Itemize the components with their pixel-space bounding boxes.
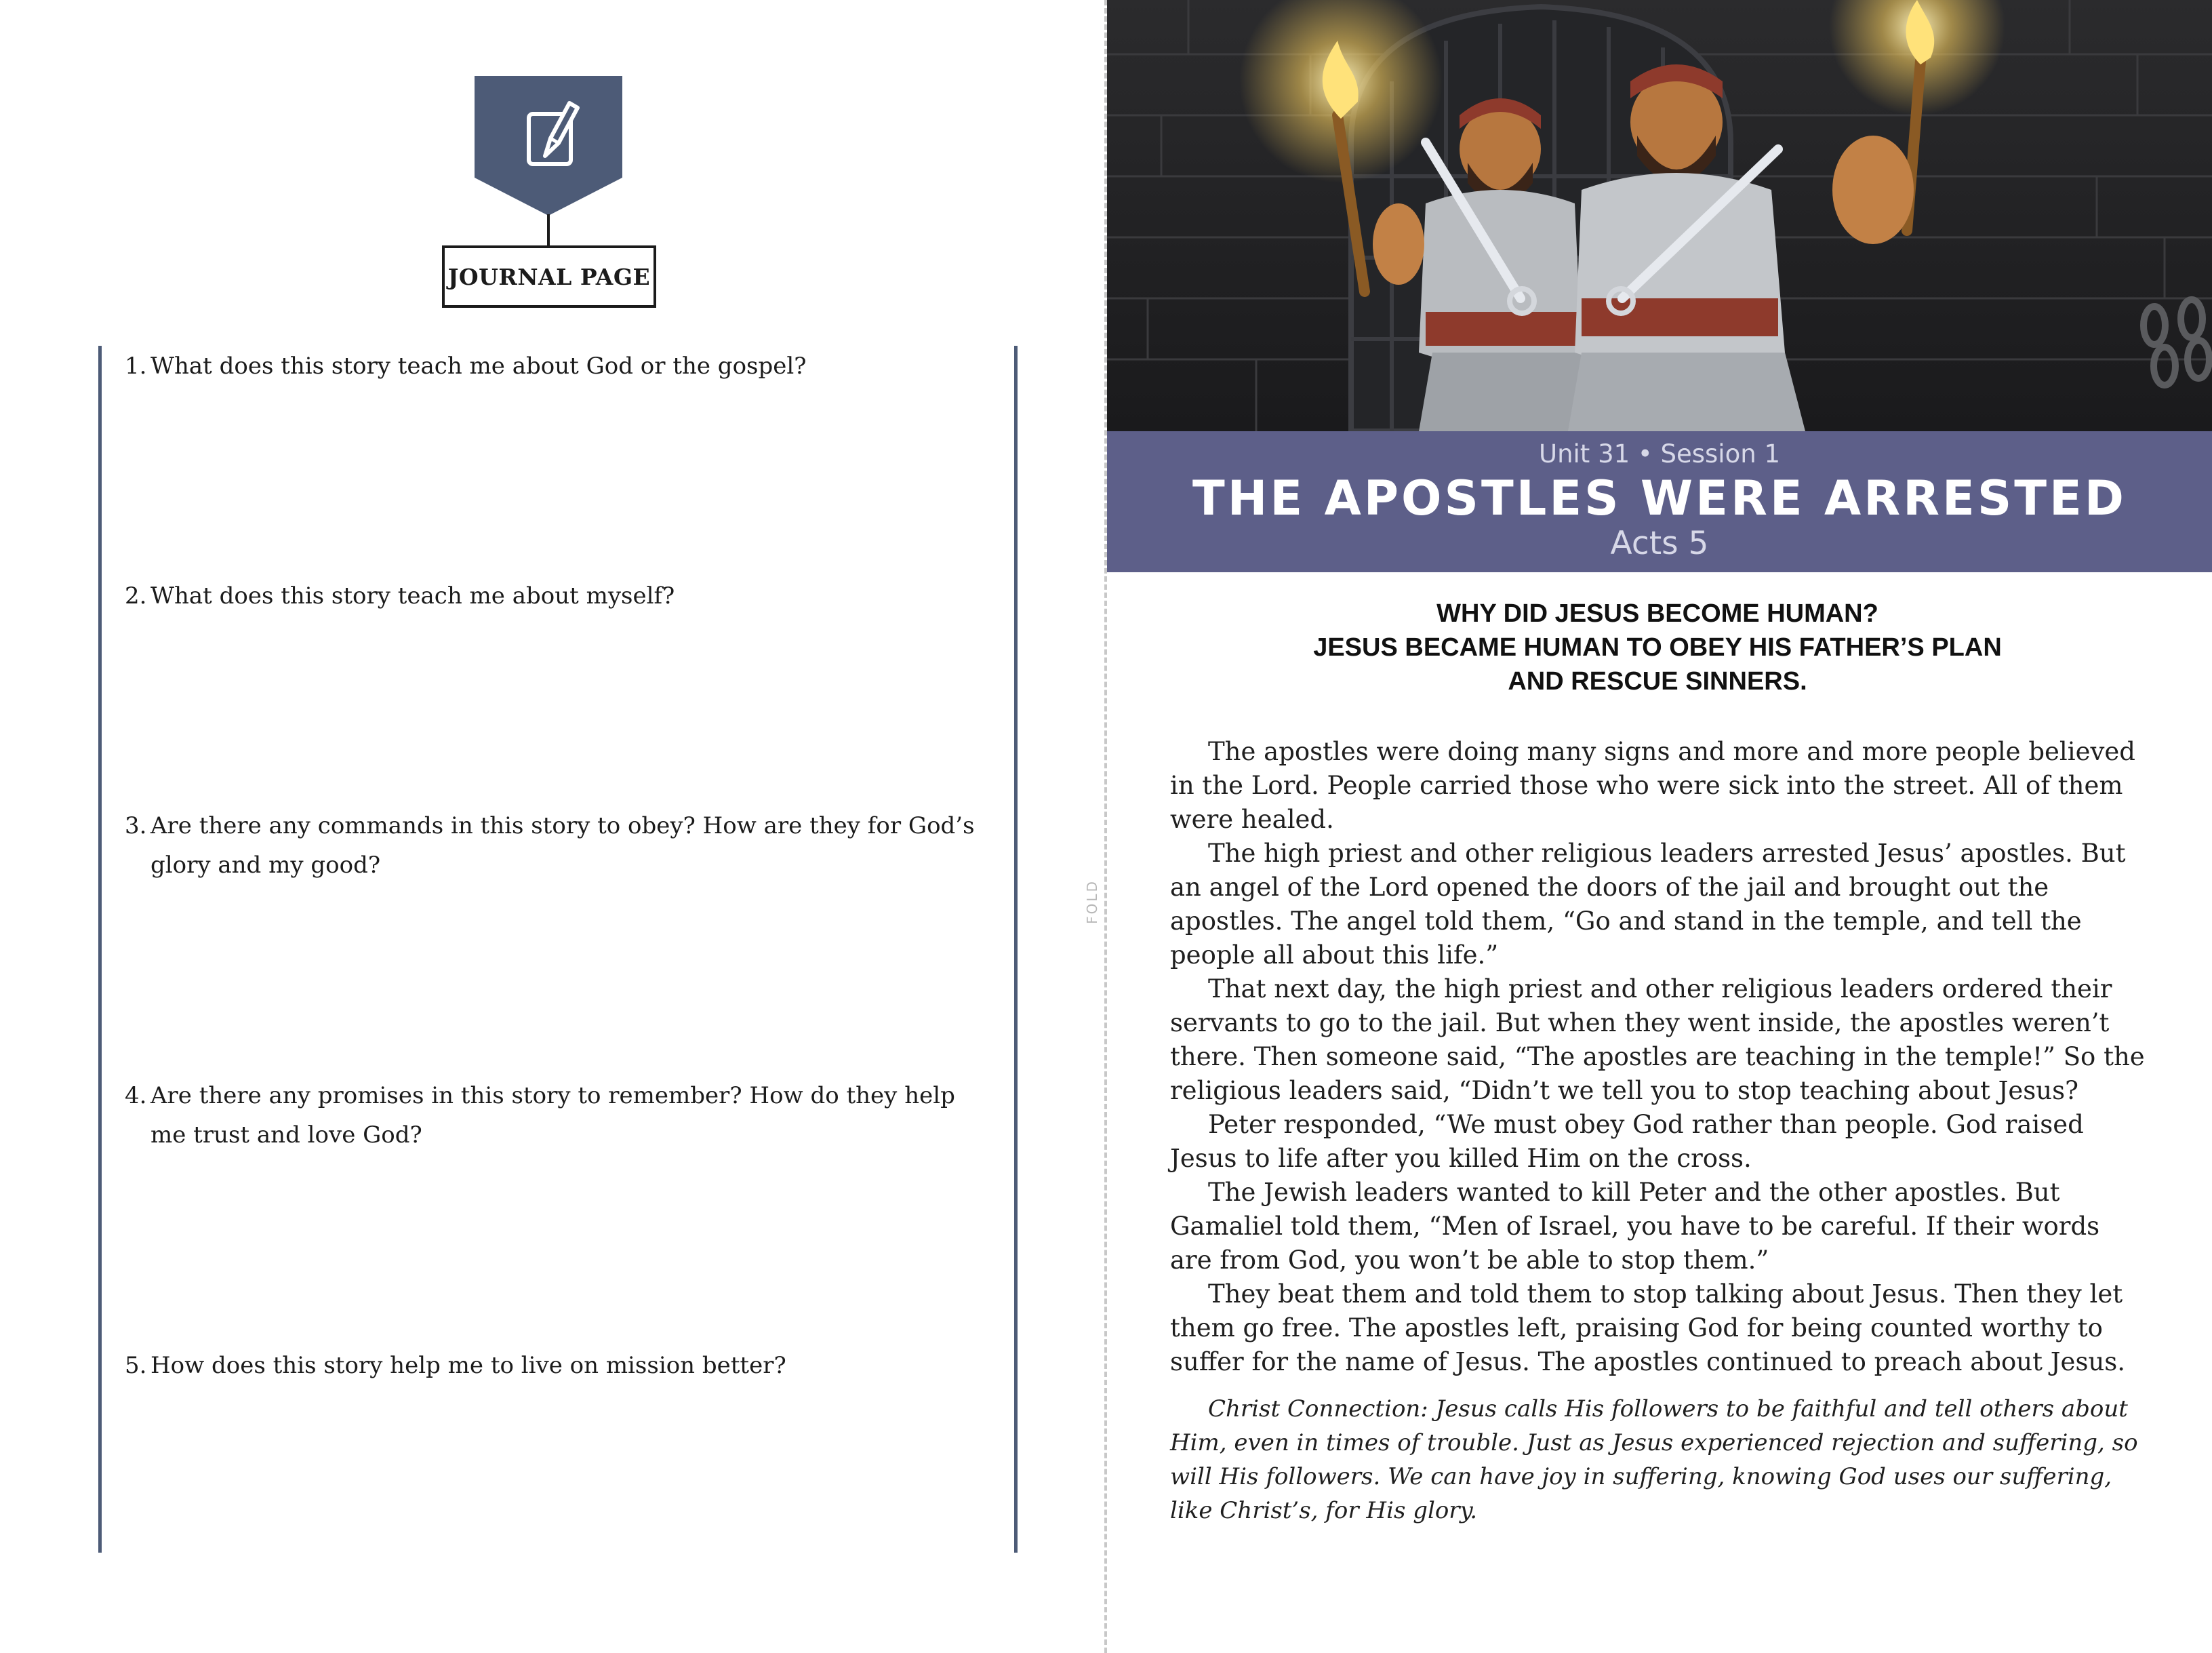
journal-question-3 [125,806,992,885]
fold-label: FOLD [1084,879,1101,924]
christ-connection: Christ Connection: Jesus calls His followers to be faithful and tell others about Him, even in times of trouble. Just as Jesus experienced rejection and suffering, so will His followers. We can have joy in suffering, knowing God uses our suffering, like Christ’s, for His glory. [1170,1395,2138,1524]
question-number: 3. [125,812,147,839]
story-paragraph: The high priest and other religious leaders arrested Jesus’ apostles. But an angel of the Lord opened the doors of the jail and brought out the apostles. The angel told them, “Go and stand in the temple, and tell the people all about this life.” [1170,839,2126,970]
question-number: 4. [125,1082,147,1109]
journal-page-label: JOURNAL PAGE [442,245,656,308]
story-paragraph: Peter responded, “We must obey God rather than people. God raised Jesus to life after you killed Him on the cross. [1170,1110,2084,1173]
story-paragraph: They beat them and told them to stop talking about Jesus. Then they let them go free. The apostles left, praising God for being counted worthy to suffer for the name of Jesus. The apostles continued to preach about Jesus. [1170,1279,2126,1376]
lesson-title: THE APOSTLES WERE ARRESTED [1192,471,2127,526]
journal-question-2 [125,576,992,616]
question-number: 2. [125,582,147,610]
journal-question-5 [125,1346,992,1385]
hero-illustration [1107,0,2212,431]
question-text: What does this story teach me about myself? [150,582,675,610]
journal-question-4 [125,1076,992,1155]
question-text: What does this story teach me about God or the gospel? [150,353,807,380]
lesson-title-band [1107,431,2212,572]
bible-story-text [1170,735,2146,1379]
question-text: Are there any commands in this story to obey? How are they for God’s glory and my good? [150,812,975,879]
big-question-line: JESUS BECAME HUMAN TO OBEY HIS FATHER’S PLAN [1313,633,2002,662]
journal-frame-right [1014,346,1018,1553]
big-picture-question [1152,597,2163,698]
journal-frame-left [98,346,102,1553]
question-number: 5. [125,1352,147,1379]
journal-badge [475,76,622,216]
session-label: Unit 31 • Session 1 [1539,439,1780,469]
story-paragraph: That next day, the high priest and other religious leaders ordered their servants to go to the jail. But when they went inside, the apostles weren’t there. Then someone said, “The apostles are teaching in the temple!” So the religious leaders said, “Didn’t we tell you to stop teaching about Jesus? [1170,974,2145,1105]
question-text: Are there any promises in this story to remember? How do they help me trust and love God? [150,1082,955,1149]
journal-question-1 [125,346,992,386]
big-question-line: WHY DID JESUS BECOME HUMAN? [1436,599,1878,628]
apostles-guards-illustration [1107,0,2212,431]
badge-connector [547,214,550,247]
story-paragraph: The apostles were doing many signs and more and more people believed in the Lord. People carried those who were sick into the street. All of them were healed. [1170,737,2135,834]
scripture-reference: Acts 5 [1610,525,1709,562]
pencil-paper-icon [475,76,622,216]
big-question-line: AND RESCUE SINNERS. [1508,667,1807,696]
question-number: 1. [125,353,147,380]
story-paragraph: The Jewish leaders wanted to kill Peter and the other apostles. But Gamaliel told them, “Men of Israel, you have to be careful. If their words are from God, you won’t be able to stop them.” [1170,1178,2100,1275]
question-text: How does this story help me to live on mission better? [150,1352,786,1379]
